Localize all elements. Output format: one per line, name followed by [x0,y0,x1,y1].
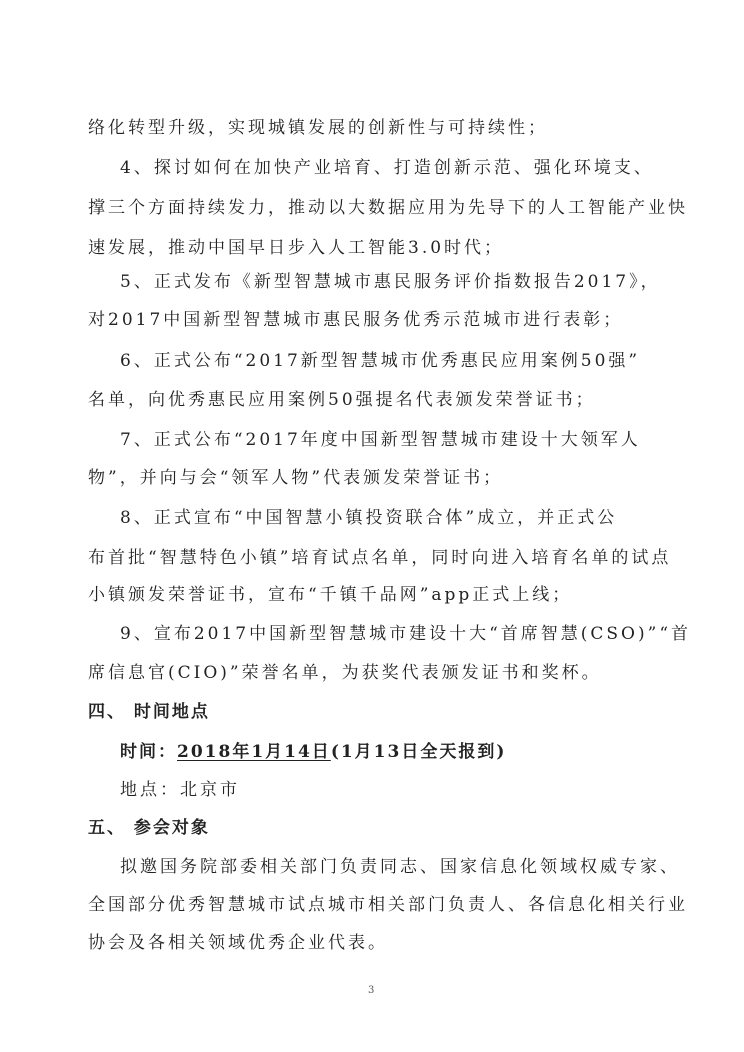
body-line: 7、正式公布“2017年度中国新型智慧城市建设十大领军人 [120,430,641,450]
body-line: 5、正式发布《新型智慧城市惠民服务评价指数报告2017》， [120,272,661,292]
body-line: 速发展，推动中国早日步入人工智能3.0时代； [88,238,505,258]
body-line: 小镇颁发荣誉证书，宣布“千镇千品网”app正式上线； [88,585,573,605]
body-line: 布首批“智慧特色小镇”培育试点名单，同时向进入培育名单的试点 [88,548,672,568]
body-line: 4、探讨如何在加快产业培育、打造创新示范、强化环境支、 [120,158,654,178]
body-line: 6、正式公布“2017新型智慧城市优秀惠民应用案例50强” [120,351,641,371]
body-line: 物”，并向与会“领军人物”代表颁发荣誉证书； [88,468,504,488]
body-line: 9、宣布2017中国新型智慧城市建设十大“首席智慧(CSO)”“首 [120,624,692,644]
participants-line: 协会及各相关领域优秀企业代表。 [88,933,388,953]
page-number: 3 [368,985,375,996]
section-heading-time-place: 四、 时间地点 [88,702,210,722]
body-line: 名单，向优秀惠民应用案例50强提名代表颁发荣誉证书； [88,390,596,410]
body-line: 席信息官(CIO)”荣誉名单，为获奖代表颁发证书和奖杯。 [88,663,602,683]
body-line: 撑三个方面持续发力，推动以大数据应用为先导下的人工智能产业快 [88,198,688,218]
body-line: 对2017中国新型智慧城市惠民服务优秀示范城市进行表彰； [88,310,624,330]
time-line [120,741,506,763]
time-label: 时间： [120,742,177,762]
participants-line: 全国部分优秀智慧城市试点城市相关部门负责人、各信息化相关行业 [88,895,688,915]
time-note: (1月13日全天报到) [330,742,507,762]
body-line: 8、正式宣布“中国智慧小镇投资联合体”成立，并正式公 [120,508,618,528]
time-date: 2018年1月14日 [177,742,331,762]
place-line: 地点：北京市 [120,780,240,800]
section-heading-participants: 五、 参会对象 [88,818,210,838]
body-line: 络化转型升级，实现城镇发展的创新性与可持续性； [88,118,548,138]
participants-line: 拟邀国务院部委相关部门负责同志、国家信息化领域权威专家、 [120,857,680,877]
